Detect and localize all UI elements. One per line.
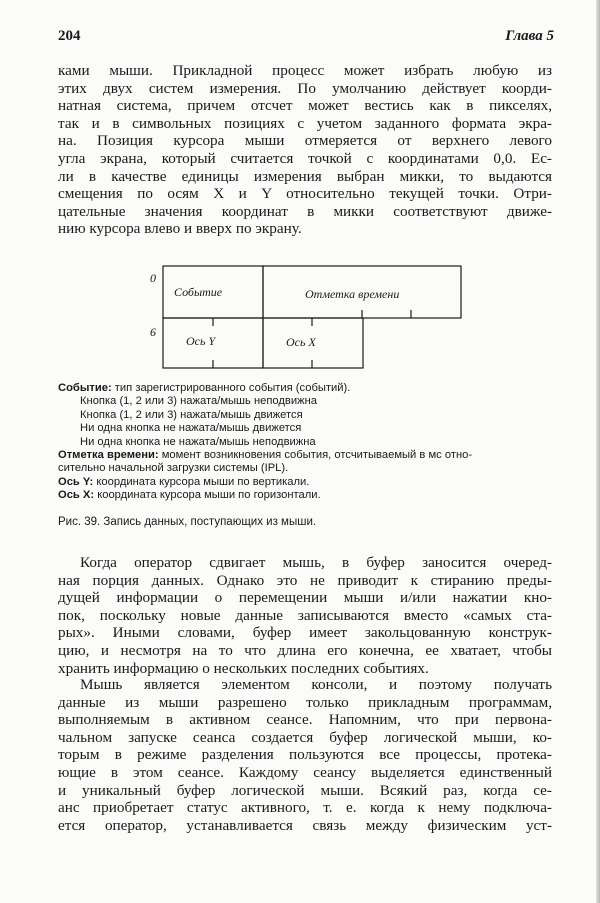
offset-label-bottom: 6	[150, 325, 156, 339]
field-y-label: Ось Y	[186, 334, 216, 348]
legend-timestamp	[58, 449, 558, 462]
legend-term: Отметка времени:	[58, 449, 159, 462]
text-line: ющие в этом сеансе. Каждому сеансу выделяется единственный	[58, 763, 552, 781]
text-line: цию, и несмотря на то что длина его конечна, ее хватает, чтобы	[58, 641, 552, 659]
text-line: так и в символьных позициях с учетом заданного формата экра-	[58, 114, 552, 132]
legend-timestamp-cont: сительно начальной загрузки системы (IPL).	[58, 462, 289, 475]
text-line: натная система, причем отсчет может вестись как в пикселях,	[58, 97, 552, 115]
text-line: этих двух систем измерения. По умолчанию действует коорди-	[58, 79, 552, 97]
legend-button-state: Кнопка (1, 2 или 3) нажата/мышь движется	[80, 408, 303, 421]
text-line: на. Позиция курсора мыши отмеряется от верхнего левого	[58, 132, 552, 150]
paragraph-2	[58, 554, 552, 677]
legend-term: Событие:	[58, 382, 112, 394]
text-line: анс приобретает статус активного, т. е. когда к нему подключа-	[58, 799, 552, 817]
legend-desc: момент возникновения события, отсчитываемый в мс отно-	[158, 449, 473, 462]
legend-button-state: Ни одна кнопка не нажата/мышь движется	[80, 422, 302, 435]
legend-desc: тип зарегистрированного события (событий).	[111, 382, 351, 394]
field-x-label: Ось X	[286, 335, 316, 349]
legend-desc: координата курсора мыши по горизонтали.	[94, 489, 321, 502]
paragraph-1	[58, 62, 552, 238]
figure-legend	[58, 382, 558, 503]
legend-event	[58, 382, 558, 395]
text-line: выполняемым в активном сеансе. Напомним, что при первона-	[58, 711, 552, 729]
text-line: смещения по осям X и Y относительно текущей точки. Отри-	[58, 185, 552, 203]
field-event-label: Событие	[174, 285, 223, 299]
text-line: Мышь является элементом консоли, и поэтому получать	[80, 676, 552, 693]
legend-term: Ось X:	[58, 489, 95, 502]
offset-label-top: 0	[150, 271, 156, 285]
text-line: нию курсора влево и вверх по экрану.	[58, 220, 302, 238]
text-line: ками мыши. Прикладной процесс может избрать любую из	[58, 62, 552, 79]
text-line: ли в качестве единицы измерения выбран микки, то выдаются	[58, 167, 552, 185]
text-line: данные из мыши разрешено только прикладным программам,	[58, 693, 552, 711]
text-line: ная порция данных. Однако это не приводит к стиранию преды-	[58, 571, 552, 589]
text-line: дущей информации о перемещении мыши и/или нажатии кно-	[58, 589, 552, 607]
legend-y	[58, 476, 558, 489]
figure-caption: Рис. 39. Запись данных, поступающих из мыши.	[58, 516, 317, 528]
text-line: рых». Иными словами, буфер имеет закольцованную конструк-	[58, 624, 552, 642]
text-line: цательные значения координат в микки соответствуют движе-	[58, 202, 552, 220]
text-line: пок, поскольку новые данные записываются вместо «самых ста-	[58, 606, 552, 624]
legend-button-state: Ни одна кнопка не нажата/мышь неподвижна	[80, 435, 316, 448]
text-line: Когда оператор сдвигает мышь, в буфер заносится очеред-	[80, 554, 552, 571]
text-line: хранить информацию о нескольких последних событиях.	[58, 659, 429, 677]
legend-x	[58, 489, 558, 502]
page-edge-shadow	[596, 0, 600, 903]
text-line: чальном запуске сеанса создается буфер логической мыши, ко-	[58, 728, 552, 746]
legend-desc: координата курсора мыши по вертикали.	[93, 475, 310, 488]
legend-term: Ось Y:	[58, 475, 94, 488]
text-line: и уникальный буфер логической мыши. Всякий раз, когда се-	[58, 781, 552, 799]
legend-button-state: Кнопка (1, 2 или 3) нажата/мышь неподвижна	[80, 395, 318, 408]
field-timestamp-label: Отметка времени	[305, 287, 400, 301]
text-line: торым в режиме разделения пользуются все процессы, протека-	[58, 746, 552, 764]
text-line: угла экрана, который считается точкой с координатами 0,0. Ес-	[58, 149, 552, 167]
chapter-title: Глава 5	[505, 28, 554, 44]
page-number: 204	[58, 28, 81, 44]
paragraph-3	[58, 676, 552, 834]
text-line: ется оператор, устанавливается связь между физическим уст-	[58, 816, 552, 834]
page-header	[58, 28, 554, 48]
mouse-record-diagram	[0, 258, 600, 378]
